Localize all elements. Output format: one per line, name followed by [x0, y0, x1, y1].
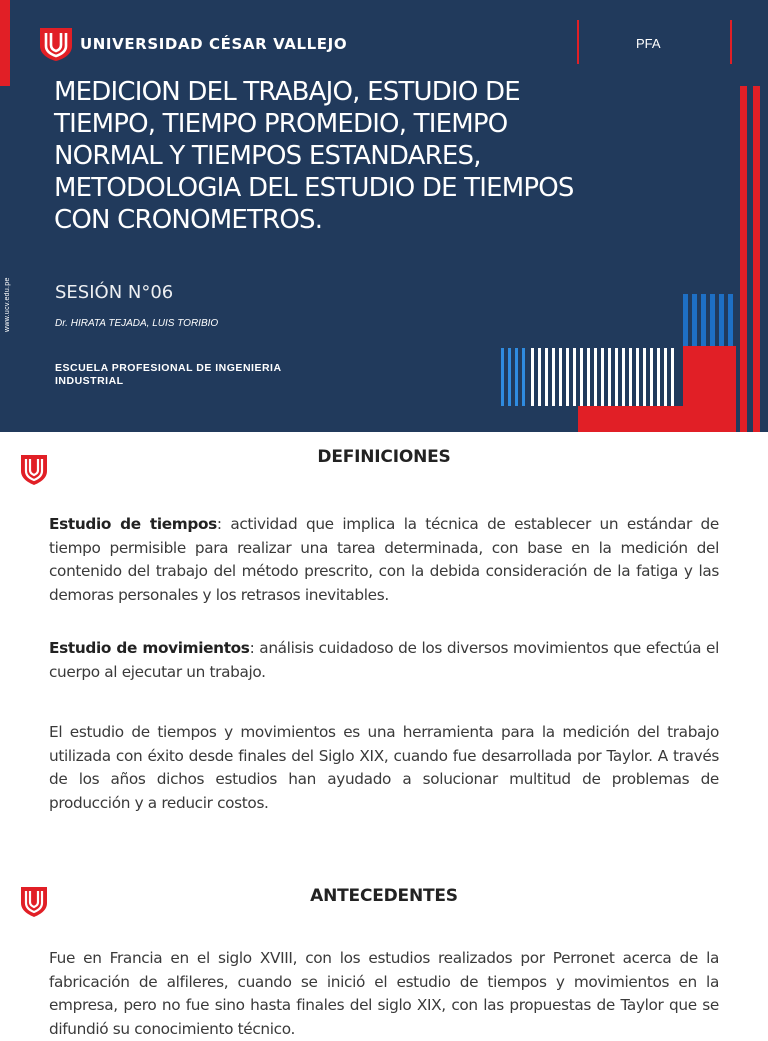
university-name: UNIVERSIDAD CÉSAR VALLEJO: [80, 35, 348, 53]
term-motion-study: Estudio de movimientos: [49, 639, 250, 657]
background-paragraph: Fue en Francia en el siglo XVIII, con los estudios realizados por Perronet acerca de la fabricación de alfileres, cuando se inició el estudio de tiempos y movimientos en la empresa, pero no fue sino hasta finales del siglo XIX, con las propuestas de Taylor que se difundió su conocimiento técnico.: [49, 949, 719, 1038]
definitions-slide: [0, 432, 768, 864]
author-name: Dr. HIRATA TEJADA, LUIS TORIBIO: [55, 318, 219, 329]
definitions-summary-paragraph: El estudio de tiempos y movimientos es una herramienta para la medición del trabajo utilizada con éxito desde finales del Siglo XIX, cuando fue desarrollada por Taylor. A través de los años dichos estudios han ayudado a solucionar multitud de problemas de producción y a reducir costos.: [49, 723, 719, 812]
school-name-line2: INDUSTRIAL: [55, 375, 124, 387]
session-number: SESIÓN N°06: [55, 282, 174, 303]
background-slide: [0, 864, 768, 1038]
decorative-stripes: [0, 0, 768, 432]
term-time-study: Estudio de tiempos: [49, 515, 217, 533]
definition-motion-study-text: : análisis cuidadoso de los diversos movimientos que efectúa el cuerpo al ejecutar un trabajo.: [49, 639, 719, 681]
definition-time-study: [49, 513, 719, 607]
cover-slide: [0, 0, 768, 432]
website-url: www.ucv.edu.pe: [4, 277, 11, 332]
definition-time-study-text: : actividad que implica la técnica de establecer un estándar de tiempo permisible para realizar una tarea determinada, con base en la medición del contenido del trabajo del método prescrito, con la debida consideración de la fatiga y las demoras personales y los retrasos inevitables.: [49, 515, 719, 604]
presentation-title: MEDICION DEL TRABAJO, ESTUDIO DE TIEMPO, TIEMPO PROMEDIO, TIEMPO NORMAL Y TIEMPOS ESTANDARES, METODOLOGIA DEL ESTUDIO DE TIEMPOS CON CRONOMETROS.: [54, 77, 574, 235]
school-name-line1: ESCUELA PROFESIONAL DE INGENIERIA: [55, 362, 282, 374]
definition-motion-study: [49, 637, 719, 684]
background-heading: ANTECEDENTES: [310, 886, 458, 906]
definitions-heading: DEFINICIONES: [317, 447, 451, 467]
course-tag: PFA: [636, 36, 661, 51]
